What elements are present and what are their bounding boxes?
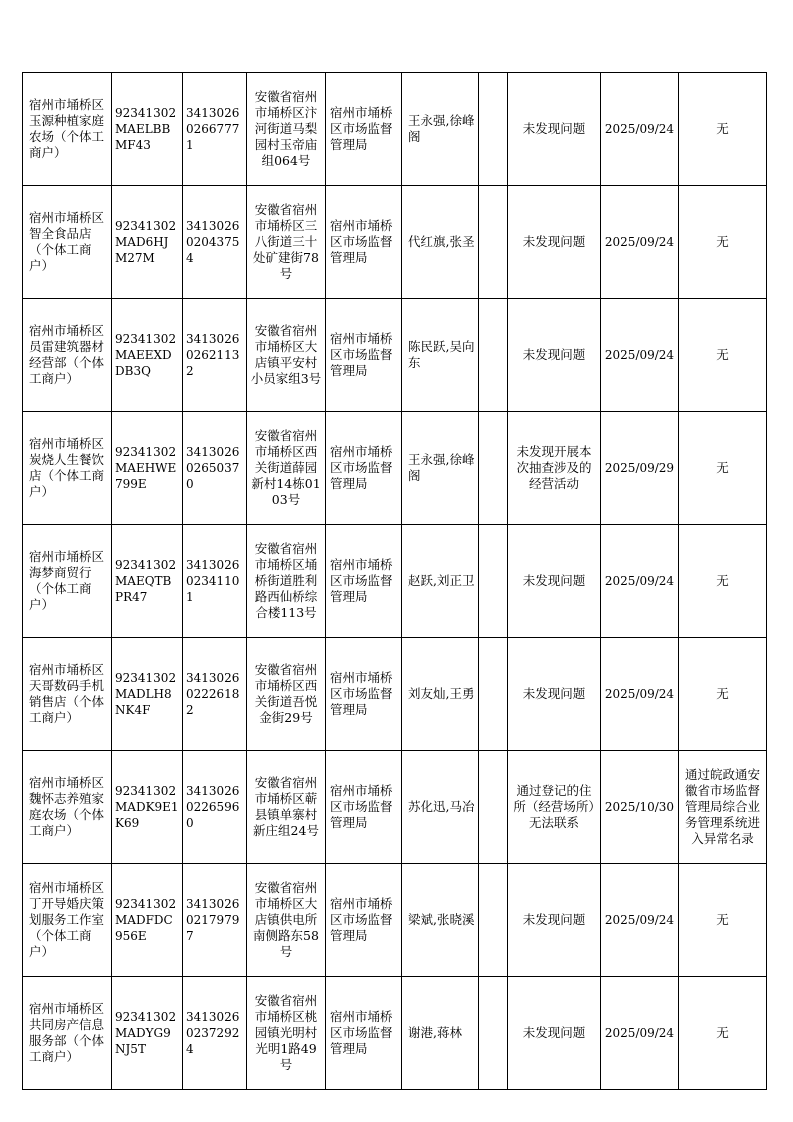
inspectors-cell: 陈民跃,吴向东	[402, 299, 479, 412]
inspection-authority-cell: 宿州市埇桥区市场监督管理局	[326, 186, 402, 299]
credit-code-cell: 92341302MADK9E1K69	[112, 751, 183, 864]
inspection-authority-cell: 宿州市埇桥区市场监督管理局	[326, 638, 402, 751]
address-cell: 安徽省宿州市埇桥区蕲县镇单寨村新庄组24号	[247, 751, 326, 864]
handling-result-cell: 无	[679, 638, 767, 751]
credit-code-cell: 92341302MADYG9NJ5T	[112, 977, 183, 1090]
credit-code-cell: 92341302MAEQTBPR47	[112, 525, 183, 638]
registration-number-cell: 341302602265960	[183, 751, 247, 864]
table-row	[23, 412, 767, 525]
handling-result-cell: 无	[679, 299, 767, 412]
handling-result-cell: 无	[679, 864, 767, 977]
address-cell: 安徽省宿州市埇桥区大店镇供电所南侧路东58号	[247, 864, 326, 977]
blank-cell	[479, 864, 508, 977]
blank-cell	[479, 186, 508, 299]
business-name-cell: 宿州市埇桥区天哥数码手机销售店（个体工商户）	[23, 638, 112, 751]
handling-result-cell: 通过皖政通安徽省市场监督管理局综合业务管理系统进入异常名录	[679, 751, 767, 864]
handling-result-cell: 无	[679, 525, 767, 638]
inspection-date-cell: 2025/09/24	[601, 638, 679, 751]
table-row	[23, 186, 767, 299]
table-body	[23, 73, 767, 1090]
inspection-date-cell: 2025/09/24	[601, 864, 679, 977]
blank-cell	[479, 977, 508, 1090]
inspectors-cell: 刘友灿,王勇	[402, 638, 479, 751]
inspection-result-cell: 未发现问题	[508, 186, 601, 299]
handling-result-cell: 无	[679, 977, 767, 1090]
registration-number-cell: 341302602667771	[183, 73, 247, 186]
inspectors-cell: 代红旗,张圣	[402, 186, 479, 299]
inspection-authority-cell: 宿州市埇桥区市场监督管理局	[326, 864, 402, 977]
inspectors-cell: 王永强,徐峰阁	[402, 412, 479, 525]
blank-cell	[479, 412, 508, 525]
credit-code-cell: 92341302MAEHWE799E	[112, 412, 183, 525]
inspectors-cell: 谢港,蒋林	[402, 977, 479, 1090]
credit-code-cell: 92341302MADFDC956E	[112, 864, 183, 977]
inspection-authority-cell: 宿州市埇桥区市场监督管理局	[326, 977, 402, 1090]
blank-cell	[479, 525, 508, 638]
handling-result-cell: 无	[679, 412, 767, 525]
registration-number-cell: 341302602179797	[183, 864, 247, 977]
credit-code-cell: 92341302MAD6HJM27M	[112, 186, 183, 299]
address-cell: 安徽省宿州市埇桥区埇桥街道胜利路西仙桥综合楼113号	[247, 525, 326, 638]
blank-cell	[479, 751, 508, 864]
address-cell: 安徽省宿州市埇桥区桃园镇光明村光明1路49号	[247, 977, 326, 1090]
registration-number-cell: 341302602650370	[183, 412, 247, 525]
business-name-cell: 宿州市埇桥区魏怀志养殖家庭农场（个体工商户）	[23, 751, 112, 864]
credit-code-cell: 92341302MAELBBMF43	[112, 73, 183, 186]
inspectors-cell: 王永强,徐峰阁	[402, 73, 479, 186]
business-name-cell: 宿州市埇桥区丁开导婚庆策划服务工作室（个体工商户）	[23, 864, 112, 977]
address-cell: 安徽省宿州市埇桥区西关街道薛园新村14栋0103号	[247, 412, 326, 525]
inspection-result-cell: 通过登记的住所（经营场所）无法联系	[508, 751, 601, 864]
registration-number-cell: 341302602372924	[183, 977, 247, 1090]
inspection-date-cell: 2025/09/24	[601, 977, 679, 1090]
business-name-cell: 宿州市埇桥区共同房产信息服务部（个体工商户）	[23, 977, 112, 1090]
inspection-date-cell: 2025/09/24	[601, 299, 679, 412]
inspection-result-cell: 未发现问题	[508, 977, 601, 1090]
inspection-result-cell: 未发现问题	[508, 638, 601, 751]
inspection-result-cell: 未发现开展本次抽查涉及的经营活动	[508, 412, 601, 525]
address-cell: 安徽省宿州市埇桥区三八街道三十处矿建街78号	[247, 186, 326, 299]
blank-cell	[479, 299, 508, 412]
address-cell: 安徽省宿州市埇桥区大店镇平安村小员家组3号	[247, 299, 326, 412]
registration-number-cell: 341302602043754	[183, 186, 247, 299]
address-cell: 安徽省宿州市埇桥区汴河街道马梨园村玉帝庙组064号	[247, 73, 326, 186]
inspection-authority-cell: 宿州市埇桥区市场监督管理局	[326, 412, 402, 525]
table-row	[23, 751, 767, 864]
inspection-result-cell: 未发现问题	[508, 299, 601, 412]
business-name-cell: 宿州市埇桥区智全食品店（个体工商户）	[23, 186, 112, 299]
inspectors-cell: 梁斌,张晓溪	[402, 864, 479, 977]
address-cell: 安徽省宿州市埇桥区西关街道吾悦金街29号	[247, 638, 326, 751]
registration-number-cell: 341302602621132	[183, 299, 247, 412]
business-name-cell: 宿州市埇桥区炭烧人生餐饮店（个体工商户）	[23, 412, 112, 525]
blank-cell	[479, 73, 508, 186]
inspection-authority-cell: 宿州市埇桥区市场监督管理局	[326, 73, 402, 186]
inspection-result-cell: 未发现问题	[508, 73, 601, 186]
inspection-date-cell: 2025/09/24	[601, 73, 679, 186]
handling-result-cell: 无	[679, 73, 767, 186]
inspection-results-table	[22, 72, 767, 1090]
table-row	[23, 299, 767, 412]
inspection-authority-cell: 宿州市埇桥区市场监督管理局	[326, 751, 402, 864]
credit-code-cell: 92341302MADLH8NK4F	[112, 638, 183, 751]
table-row	[23, 864, 767, 977]
table-row	[23, 525, 767, 638]
inspection-date-cell: 2025/10/30	[601, 751, 679, 864]
inspectors-cell: 赵跃,刘正卫	[402, 525, 479, 638]
credit-code-cell: 92341302MAEEXDDB3Q	[112, 299, 183, 412]
business-name-cell: 宿州市埇桥区海梦商贸行（个体工商户）	[23, 525, 112, 638]
table-row	[23, 638, 767, 751]
business-name-cell: 宿州市埇桥区员雷建筑器材经营部（个体工商户）	[23, 299, 112, 412]
inspection-date-cell: 2025/09/29	[601, 412, 679, 525]
table-row	[23, 977, 767, 1090]
inspection-date-cell: 2025/09/24	[601, 186, 679, 299]
inspection-authority-cell: 宿州市埇桥区市场监督管理局	[326, 525, 402, 638]
business-name-cell: 宿州市埇桥区玉源种植家庭农场（个体工商户）	[23, 73, 112, 186]
inspection-authority-cell: 宿州市埇桥区市场监督管理局	[326, 299, 402, 412]
registration-number-cell: 341302602226182	[183, 638, 247, 751]
inspection-date-cell: 2025/09/24	[601, 525, 679, 638]
inspection-result-cell: 未发现问题	[508, 864, 601, 977]
table-row	[23, 73, 767, 186]
inspection-result-cell: 未发现问题	[508, 525, 601, 638]
handling-result-cell: 无	[679, 186, 767, 299]
inspectors-cell: 苏化迅,马冶	[402, 751, 479, 864]
registration-number-cell: 341302602341101	[183, 525, 247, 638]
blank-cell	[479, 638, 508, 751]
